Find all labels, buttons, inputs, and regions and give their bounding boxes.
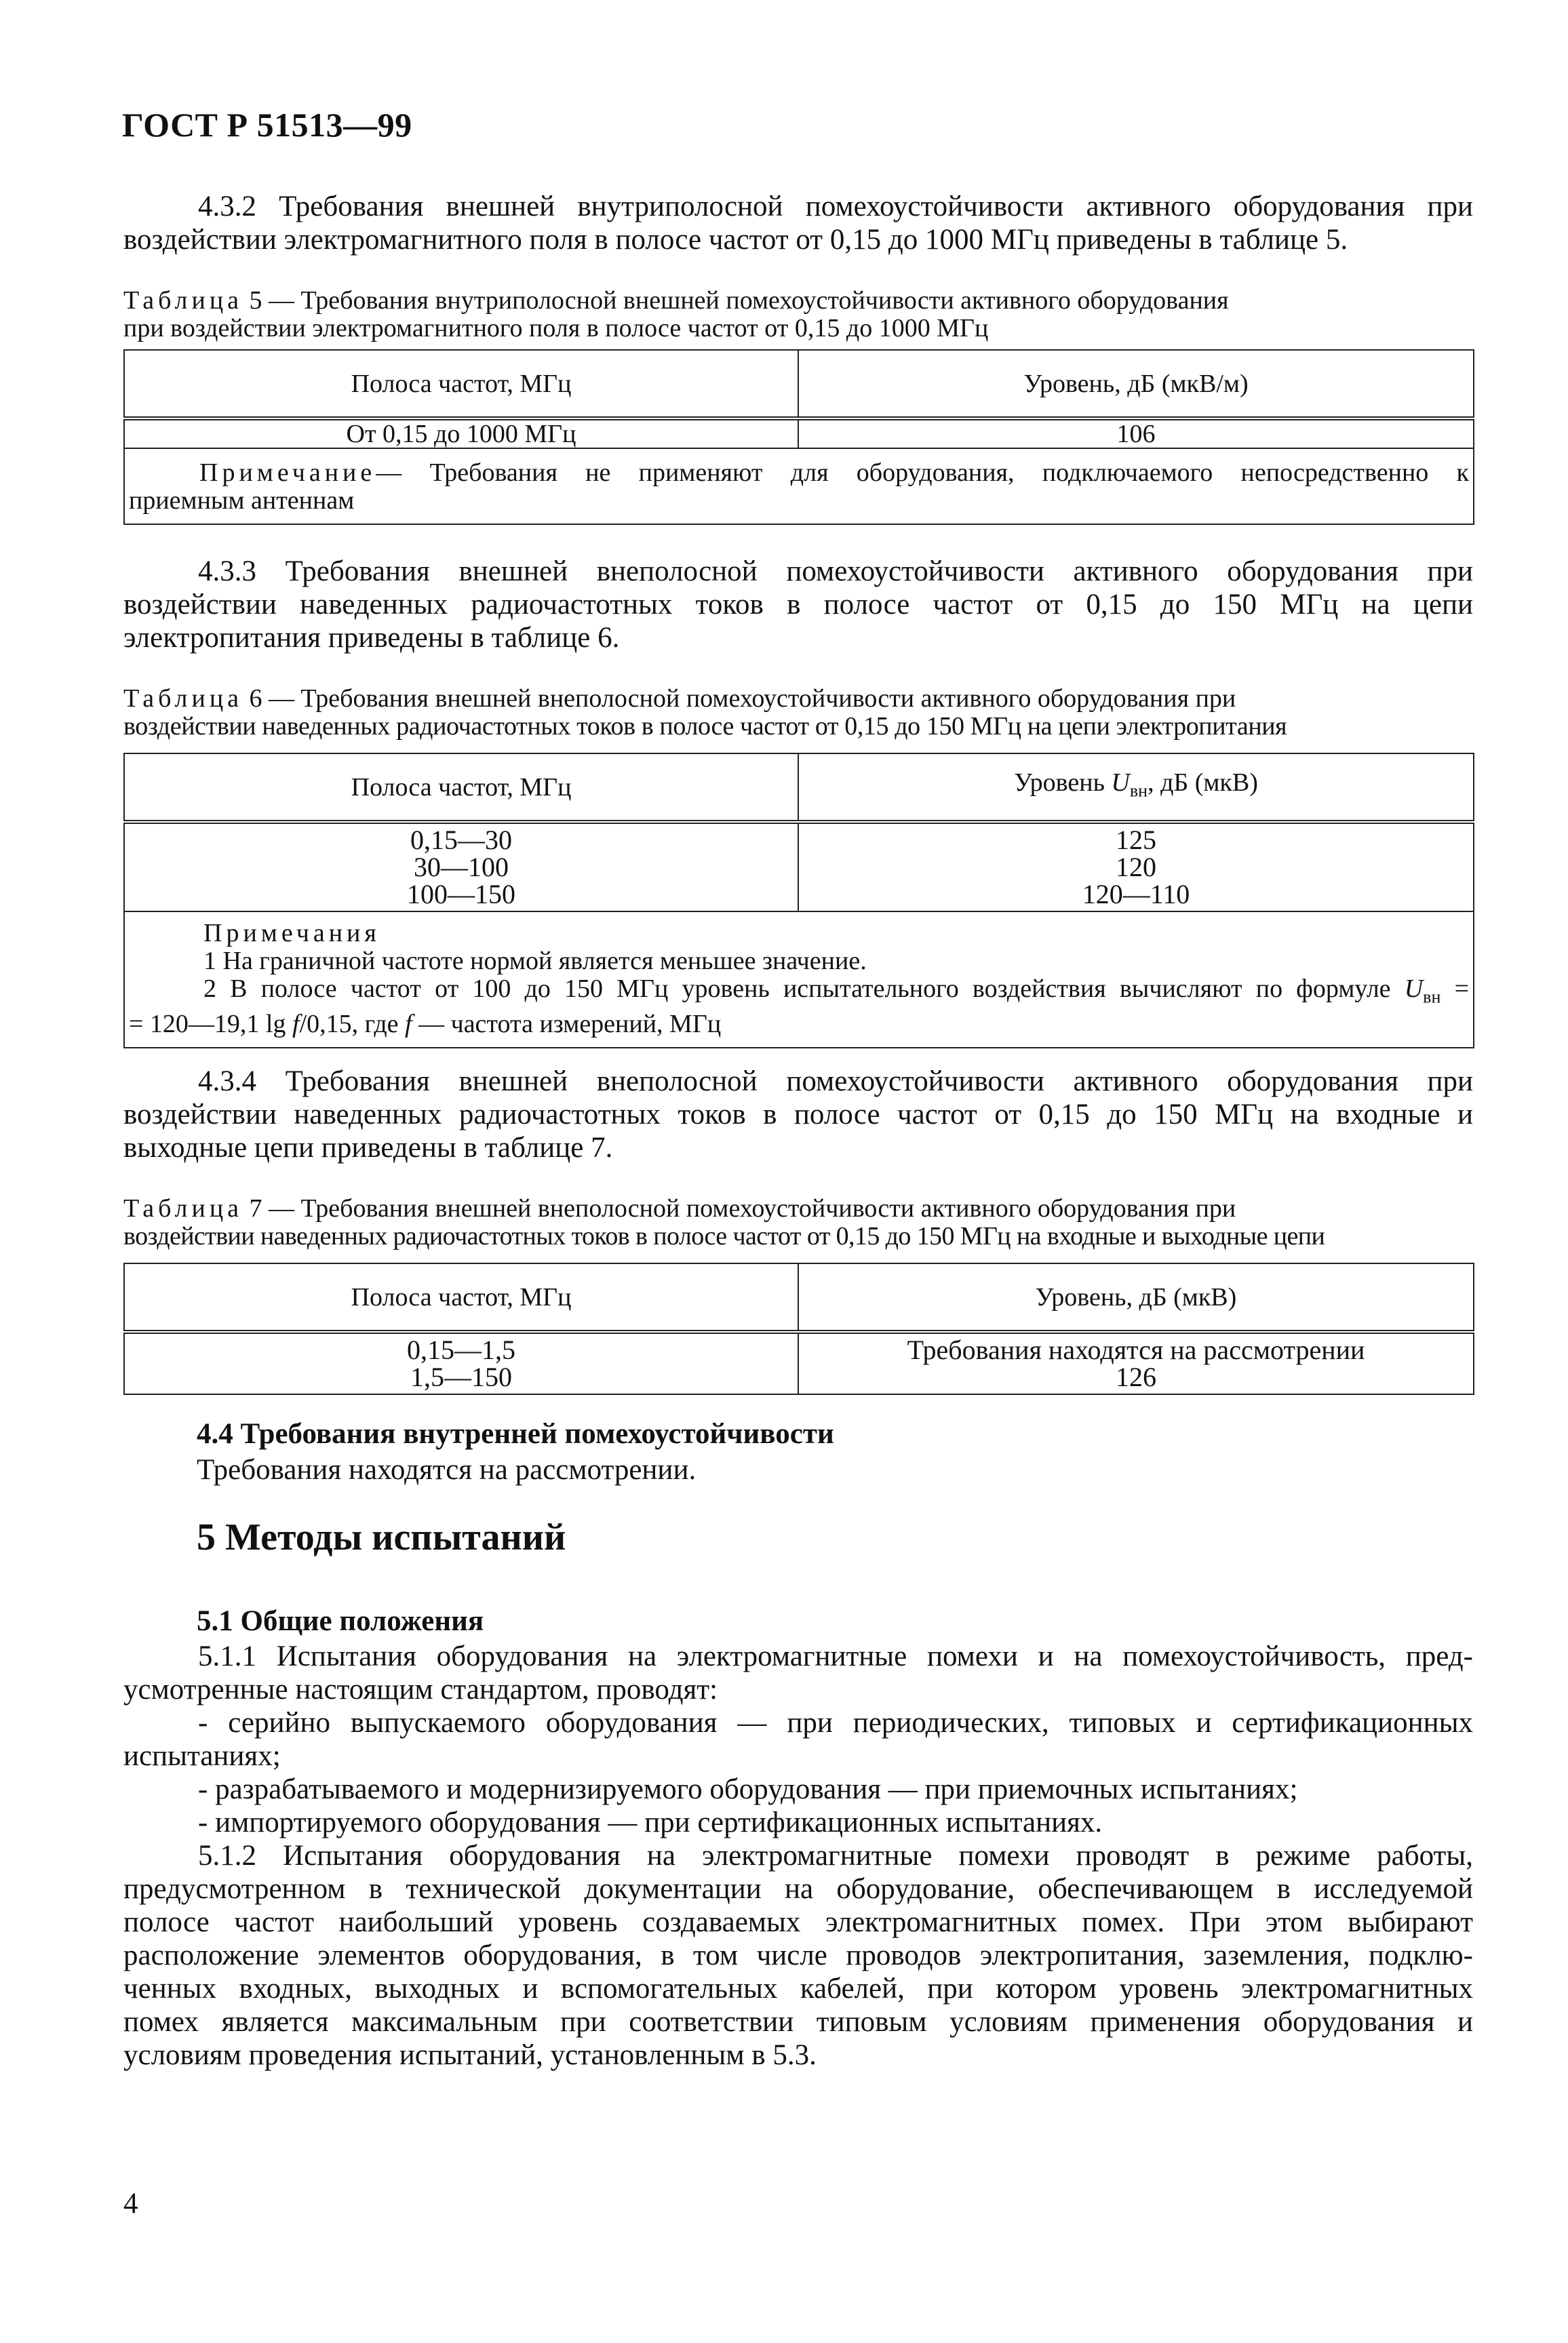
caption-prefix: Таблица [123,286,243,315]
paragraph-4-3-4 [123,1065,1473,1164]
table5-cell-band: От 0,15 до 1000 МГц [124,418,798,448]
text-line: - импортируемого оборудования — при сертификационных испытаниях. [198,1807,1103,1838]
paragraph-4-3-3 [123,555,1473,654]
caption-prefix: Таблица [123,684,243,713]
text-line: 5.1.1 Испытания оборудования на электромагнитные помехи и на помехоустойчивость, пред- [198,1640,1473,1672]
text-line: воздействии электромагнитного поля в полосе частот от 0,15 до 1000 МГц приведены в таблице 5. [123,224,1348,256]
caption-text: 5 — Требования внутриполосной внешней помехоустойчивости активного оборудования [249,286,1229,315]
text-line: воздействии наведенных радиочастотных токов в полосе частот от 0,15 до 150 МГц на цепи [123,589,1473,621]
table7-cell-levels [798,1332,1474,1394]
text-line: электропитания приведены в таблице 6. [123,622,620,654]
formula-part: = 120—19,1 lg [129,1010,286,1039]
level-value: 125 [1116,825,1156,855]
equals-sign: = [1454,974,1469,1003]
note-2-text: 2 В полосе частот от 100 до 150 МГц уровень испытательного воздействия вычисляют по формуле [203,974,1391,1003]
caption-text: 7 — Требования внешней внеполосной помехоустойчивости активного оборудования при [249,1194,1236,1223]
level-value: 120—110 [1082,879,1190,909]
table7-caption [123,1195,1473,1251]
level-unit: , дБ (мкВ) [1148,768,1258,798]
text-line: помех является максимальным при соответствии типовым условиям применения оборудования и [123,2006,1473,2038]
level-value: 120 [1116,852,1156,882]
table5-caption [123,287,1473,342]
band-value: 30—100 [414,852,509,882]
note-1: 1 На граничной частоте нормой является меньшее значение. [203,946,867,975]
table6-cell-bands [124,822,798,911]
notes-title: Примечания [203,918,380,947]
note-2 [129,975,1469,1011]
text-line: предусмотренном в технической документации на оборудование, обеспечивающем в исследуемой [123,1873,1473,1905]
text-line: условиям проведения испытаний, установленным в 5.3. [123,2039,817,2071]
table5-col-level: Уровень, дБ (мкВ/м) [798,350,1474,418]
text-line: 5.1.2 Испытания оборудования на электромагнитные помехи проводят в режиме работы, [198,1840,1473,1872]
text-line: ченных входных, выходных и вспомогательных кабелей, при котором уровень электромагнитных [123,1973,1473,2005]
caption-text: 6 — Требования внешней внеполосной помехоустойчивости активного оборудования при [249,684,1236,713]
table7-col-level: Уровень, дБ (мкВ) [798,1263,1474,1332]
note-prefix: Примечание [199,458,376,487]
table6-notes [124,911,1474,1048]
text-line: выходные цепи приведены в таблице 7. [123,1132,613,1164]
document-header: ГОСТ Р 51513—99 [122,106,412,144]
text-line: - разрабатываемого и модернизируемого оборудования — при приемочных испытаниях; [198,1773,1298,1805]
note-2-formula [129,1010,1469,1038]
band-value: 100—150 [407,879,515,909]
table7-cell-bands [124,1332,798,1394]
table5-cell-level: 106 [798,418,1474,448]
band-value: 0,15—30 [410,825,512,855]
band-value: 0,15—1,5 [407,1335,515,1365]
caption-text-line2: воздействии наведенных радиочастотных токов в полосе частот от 0,15 до 150 МГц на входные и выходные цепи [123,1222,1325,1251]
section-4-4-title: 4.4 Требования внутренней помехоустойчивости [197,1418,834,1450]
note-text: — Требования не применяют для оборудования, подключаемого непосредственно к [376,458,1469,487]
text-line: 4.3.4 Требования внешней внеполосной помехоустойчивости активного оборудования при [198,1065,1473,1097]
table6-col-band: Полоса частот, МГц [124,753,798,822]
voltage-subscript: вн [1129,781,1148,801]
text-line: - серийно выпускаемого оборудования — при периодических, типовых и сертификационных [198,1707,1473,1739]
table5 [123,349,1474,525]
table6-cell-levels [798,822,1474,911]
level-value: Требования находятся на рассмотрении [907,1335,1365,1365]
table6 [123,753,1474,1048]
paragraph-5-1-2 [123,1839,1473,2072]
level-value: 126 [1116,1362,1156,1392]
section-4-4-text: Требования находятся на рассмотрении. [197,1454,697,1486]
text-line: испытаниях; [123,1740,281,1772]
band-value: 1,5—150 [410,1362,512,1392]
table6-caption [123,685,1473,741]
section-5-1-title: 5.1 Общие положения [197,1605,484,1637]
text-line: 4.3.3 Требования внешней внеполосной помехоустойчивости активного оборудования при [198,555,1473,587]
voltage-subscript: вн [1423,987,1441,1007]
table7 [123,1263,1474,1395]
text-line: расположение элементов оборудования, в том числе проводов электропитания, заземления, подклю- [123,1940,1473,1971]
formula-part: /0,15, где [299,1010,399,1039]
page-number: 4 [123,2188,138,2220]
caption-text-line2: при воздействии электромагнитного поля в полосе частот от 0,15 до 1000 МГц [123,314,989,342]
formula-variable: f [405,1010,412,1039]
note-text-line2: приемным антеннам [129,486,355,515]
table7-col-band: Полоса частот, МГц [124,1263,798,1332]
section-5-title: 5 Методы испытаний [197,1516,566,1558]
paragraph-5-1-1 [123,1640,1473,1839]
formula-part: — частота измерений, МГц [418,1010,722,1039]
caption-text-line2: воздействии наведенных радиочастотных токов в полосе частот от 0,15 до 150 МГц на цепи электропитания [123,712,1287,741]
text-line: полосе частот наибольший уровень создаваемых электромагнитных помех. При этом выбирают [123,1906,1473,1938]
caption-prefix: Таблица [123,1194,243,1223]
voltage-symbol: U [1404,974,1424,1003]
text-line: усмотренные настоящим стандартом, проводят: [123,1674,718,1706]
text-line: воздействии наведенных радиочастотных токов в полосе частот от 0,15 до 150 МГц на входные и [123,1099,1473,1130]
formula-variable: f [292,1010,300,1039]
table5-col-band: Полоса частот, МГц [124,350,798,418]
voltage-symbol: U [1111,768,1130,798]
paragraph-4-3-2 [123,190,1473,256]
table6-col-level [798,753,1474,822]
table5-note [124,448,1474,524]
level-label: Уровень [1014,768,1105,798]
text-line: 4.3.2 Требования внешней внутриполосной помехоустойчивости активного оборудования при [198,191,1473,222]
